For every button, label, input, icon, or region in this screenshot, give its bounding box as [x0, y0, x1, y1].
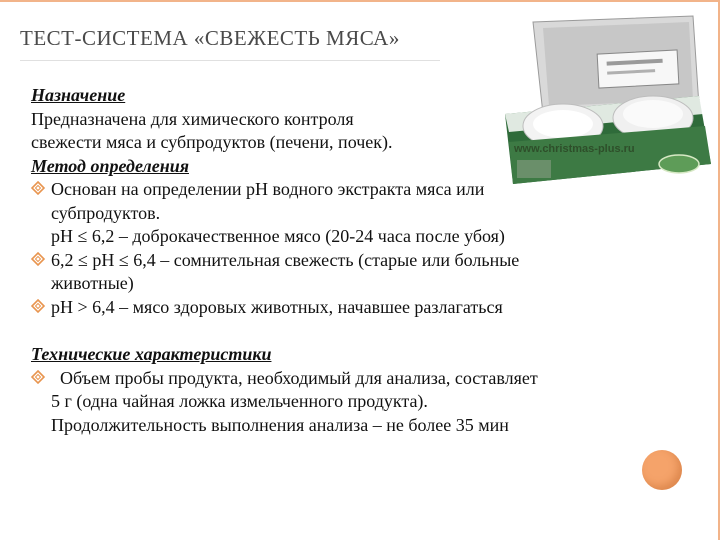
purpose-line-1: Предназначена для химического контроля	[31, 108, 354, 129]
slide-body	[31, 84, 681, 437]
bullet-item	[31, 249, 681, 296]
bullet-text: рН ≤ 6,2 – доброкачественное мясо (20-24 часа после убоя)	[51, 226, 505, 246]
bullet-text: Объем пробы продукта, необходимый для анализа, составляет	[51, 367, 538, 388]
bullet-item	[31, 296, 681, 320]
decorative-circle	[642, 450, 682, 490]
diamond-outline-icon	[31, 181, 45, 195]
diamond-outline-icon	[31, 252, 45, 266]
purpose-heading: Назначение	[31, 85, 126, 105]
tech-heading: Технические характеристики	[31, 344, 272, 364]
title-divider	[20, 60, 440, 61]
diamond-outline-icon	[31, 370, 45, 384]
bullet-text: субпродуктов.	[51, 202, 161, 223]
diamond-outline-icon	[31, 299, 45, 313]
bullet-item	[31, 367, 681, 438]
bullet-text: 5 г (одна чайная ложка измельченного продукта).	[51, 391, 428, 411]
bullet-text: Основан на определении рН водного экстракта мяса или	[51, 179, 485, 199]
top-border	[0, 0, 720, 2]
bullet-item	[31, 178, 681, 249]
bullet-text: животные)	[51, 273, 134, 293]
method-heading: Метод определения	[31, 155, 189, 176]
purpose-line-2: свежести мяса и субпродуктов (печени, почек).	[31, 132, 393, 152]
bullet-text: Продолжительность выполнения анализа – не более 35 мин	[51, 414, 509, 435]
spacer	[31, 319, 681, 343]
bullet-text: 6,2 ≤ рН ≤ 6,4 – сомнительная свежесть (старые или больные	[51, 249, 520, 270]
slide-title: ТЕСТ-СИСТЕМА «СВЕЖЕСТЬ МЯСА»	[20, 26, 400, 50]
photo-watermark: www.christmas-plus.ru	[514, 143, 635, 155]
bullet-text: рН > 6,4 – мясо здоровых животных, начавшее разлагаться	[51, 296, 503, 317]
